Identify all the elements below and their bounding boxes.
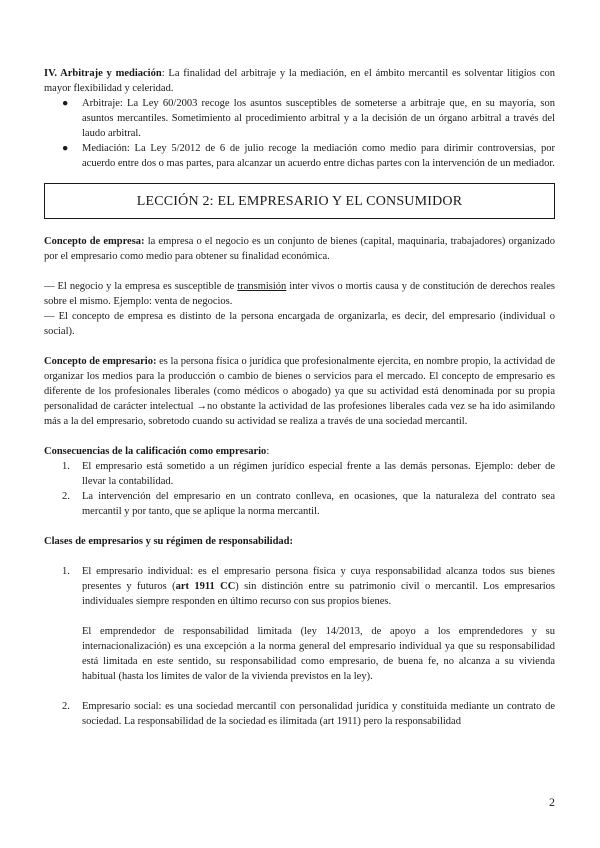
bullet-icon: ● [62, 143, 69, 154]
list-item-text: Arbitraje: La Ley 60/2003 recoge los asuntos susceptibles de someterse a arbitraje que, en su mayoría, son asuntos mercantiles. Sometimiento al procedimiento arbitral y a la decisión de un órgano arbitral a través del laudo arbitral. [82, 98, 555, 139]
consecuencias-heading-text: Consecuencias de la calificación como empresario [44, 446, 267, 457]
list-item-text: Mediación: La Ley 5/2012 de 6 de julio recoge la mediación como medio para dirimir controversias, por acuerdo entre dos o mas partes, para alcanzar un acuerdo entre dichas partes con la intervención de un mediador. [82, 143, 555, 169]
list-number: 1. [62, 566, 70, 577]
list-item-text: ) sin distinción entre su patrimonio civil o mercantil. Los empresarios individuales siempre responden en último recurso con sus propios bienes. [82, 581, 555, 607]
transmision-link: transmisión [237, 281, 287, 292]
consecuencias-heading [44, 444, 555, 459]
list-item [44, 489, 555, 519]
empresa-paragraph [44, 234, 555, 264]
section-iv-paragraph [44, 66, 555, 96]
list-item [44, 96, 555, 141]
note-text: inter vivos o mortis causa y de constitución de derechos reales sobre el mismo. Ejemplo: venta de negocios. [44, 281, 555, 307]
bullet-icon: ● [62, 98, 69, 109]
consecuencias-list [44, 459, 555, 519]
empresa-note-1 [44, 279, 555, 309]
list-item-text: El empresario individual: es el empresario persona física y cuya responsabilidad alcanza todos sus bienes presentes y futuros ( [82, 566, 555, 592]
colon: : [266, 446, 270, 457]
list-item-text: Empresario social: es una sociedad mercantil con personalidad jurídica y constituida mediante un contrato de sociedad. La responsabilidad de la sociedad es ilimitada (art 1911) pero la responsabilidad [82, 701, 555, 727]
empresario-label: Concepto de empresario: [44, 356, 157, 367]
list-item-text: El empresario está sometido a un régimen jurídico especial frente a las demás personas. Ejemplo: deber de llevar la contabilidad. [82, 461, 555, 487]
page-number: 2 [549, 795, 555, 809]
clases-list-cont [44, 699, 555, 729]
list-number: 1. [62, 461, 70, 472]
list-number: 2. [62, 491, 70, 502]
clases-list [44, 564, 555, 609]
list-item [44, 459, 555, 489]
article-reference: art 1911 CC [175, 581, 236, 592]
clases-heading [44, 534, 555, 549]
note-text: — El negocio y la empresa es susceptible de [44, 281, 238, 292]
list-number: 2. [62, 701, 70, 712]
lesson-title-box [44, 183, 555, 219]
list-item [44, 564, 555, 609]
list-item-text: La intervención del empresario en un contrato conlleva, en ocasiones, que la naturaleza del contrato sea mercantil y por tanto, que se aplique la norma mercantil. [82, 491, 555, 517]
lesson-title: LECCIÓN 2: EL EMPRESARIO Y EL CONSUMIDOR [136, 193, 463, 209]
section-iv-list [44, 96, 555, 171]
emprendedor-paragraph: El emprendedor de responsabilidad limitada (ley 14/2013, de apoyo a los emprendedores y su internacionalización) es una excepción a la norma general del empresario individual ya que su responsabilidad está limitada en este sentido, su responsabilidad como empresario, de buena fe, no alcanza a su vivienda habitual (hasta los límites de valor de la vivienda previstos en la ley). [82, 626, 555, 682]
empresa-text: la empresa o el negocio es un conjunto de bienes (capital, maquinaria, trabajadores) organizado por el empresario como medio para obtener su finalidad económica. [44, 236, 555, 262]
clases-heading-text: Clases de empresarios y su régimen de responsabilidad: [44, 536, 293, 547]
empresa-label: Concepto de empresa: [44, 236, 145, 247]
empresario-text: es la persona física o jurídica que profesionalmente ejercita, en nombre propio, la actividad de organizar los medios para la producción o cambio de bienes o servicios para el mercado. El concepto de empresario es diferente de los profesionales liberales (como médicos o abogado) ya que su actividad está denominada por su propia personalidad de carácter intelectual →no obstante la actividad de las profesiones liberales cada vez se ha ido asimilando más a la del empresario, sobretodo cuando su actividad se realiza a través de una sociedad mercantil. [44, 356, 555, 427]
empresario-paragraph [44, 354, 555, 429]
empresa-note-2: — El concepto de empresa es distinto de la persona encargada de organizarla, es decir, del empresario (individual o social). [44, 311, 555, 337]
section-iv-text: : La finalidad del arbitraje y la mediación, en el ámbito mercantil es solventar litigios con mayor flexibilidad y celeridad. [44, 68, 555, 94]
document-page [44, 66, 555, 729]
section-iv-heading: IV. Arbitraje y mediación [44, 68, 162, 79]
list-item [44, 141, 555, 171]
list-item [44, 699, 555, 729]
